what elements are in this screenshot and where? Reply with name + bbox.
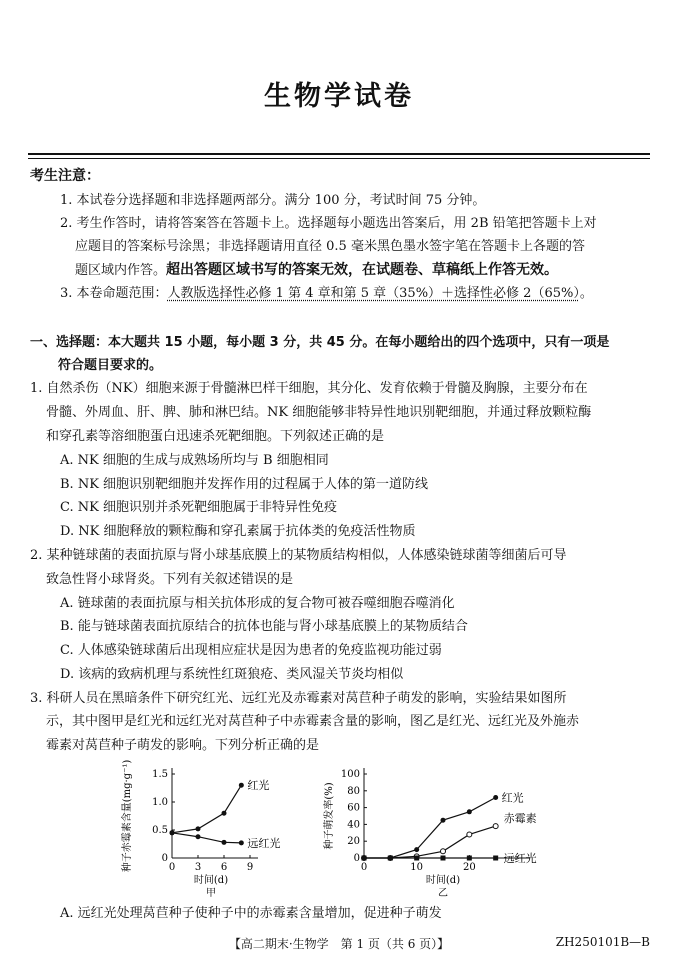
x-tick-label: 6 (220, 862, 228, 873)
x-tick-label: 0 (168, 862, 176, 873)
series-line (364, 826, 496, 858)
x-tick-label: 3 (194, 862, 202, 873)
series-label: 赤霉素 (503, 812, 537, 826)
notice-line-1: 1. 本试卷分选择题和非选择题两部分。满分 100 分，考试时间 75 分钟。 (60, 193, 486, 208)
data-point (467, 809, 472, 814)
chart-caption: 甲 (206, 888, 216, 899)
divider-thin (28, 158, 650, 159)
data-point (222, 811, 227, 816)
q1-stem-1: 1. 自然杀伤（NK）细胞来源于骨髓淋巴样干细胞，其分化、发育依赖于骨髓及胸腺，主要分布在 (30, 381, 588, 396)
y-tick-label: 0 (353, 853, 360, 864)
data-point (414, 856, 419, 861)
q1-stem-3: 和穿孔素等溶细胞蛋白迅速杀死靶细胞。下列叙述正确的是 (46, 429, 385, 444)
notice-warning: 超出答题区域书写的答案无效，在试题卷、草稿纸上作答无效。 (166, 262, 559, 278)
data-point (467, 832, 472, 837)
x-tick-label: 9 (246, 862, 254, 873)
page-title: 生物学试卷 (264, 81, 414, 112)
q3-option-a: A. 远红光处理莴苣种子使种子中的赤霉素含量增加，促进种子萌发 (60, 906, 442, 921)
data-point (239, 783, 244, 788)
y-axis-label: 种子萌发率(%) (324, 782, 335, 850)
series-label: 红光 (247, 779, 270, 793)
q3-stem-3: 霉素对莴苣种子萌发的影响。下列分析正确的是 (46, 738, 320, 753)
q1-option-b: B. NK 细胞识别靶细胞并发挥作用的过程属于人体的第一道防线 (60, 477, 429, 492)
notice-heading: 考生注意： (30, 168, 100, 184)
notice-line-2b: 应题目的答案标号涂黑；非选择题请用直径 0.5 毫米黑色墨水签字笔在答题卡上各题的答 (75, 239, 585, 254)
series-label: 远红光 (503, 852, 537, 865)
q1-stem-2: 骨髓、外周血、肝、脾、肺和淋巴结。NK 细胞能够非特异性地识别靶细胞，并通过释放颗粒酶 (46, 405, 592, 420)
q2-option-b: B. 能与链球菌表面抗原结合的抗体也能与肾小球基底膜上的某物质结合 (60, 619, 468, 634)
data-point (493, 795, 498, 800)
q2-stem-2: 致急性肾小球肾炎。下列有关叙述错误的是 (46, 572, 294, 587)
y-tick-label: 40 (347, 819, 360, 831)
q1-option-c: C. NK 细胞识别并杀死靶细胞属于非特异性免疫 (60, 500, 337, 515)
notice-line-2c-pre: 题区域内作答。 (75, 263, 167, 278)
data-point (441, 818, 446, 823)
y-axis-label: 种子赤霉素含量(mg·g⁻¹) (122, 760, 133, 873)
footer-page-info: 【高二期末·生物学 第 1 页（共 6 页）】 (228, 937, 450, 951)
data-point (441, 849, 446, 854)
y-tick-label: 100 (340, 769, 360, 780)
notice-line-2a: 2. 考生作答时，请将答案答在答题卡上。选择题每小题选出答案后，用 2B 铅笔把答题卡上对 (60, 216, 597, 231)
data-point (196, 834, 201, 839)
x-axis-label: 时间(d) (193, 875, 229, 886)
notice-line-2c (75, 262, 558, 279)
x-tick-label: 10 (410, 862, 424, 873)
data-point (196, 826, 201, 831)
y-tick-label: 1.5 (152, 769, 168, 780)
q3-stem-1: 3. 科研人员在黑暗条件下研究红光、远红光及赤霉素对莴苣种子萌发的影响，实验结果如图所 (30, 691, 567, 706)
x-tick-label: 0 (360, 862, 368, 873)
section-heading-b: 符合题目要求的。 (58, 358, 163, 373)
data-point (388, 856, 393, 861)
data-point (493, 856, 498, 861)
data-point (222, 840, 227, 845)
notice-scope: 人教版选择性必修 1 第 4 章和第 5 章（35%）＋选择性必修 2（65%） (167, 286, 580, 301)
data-point (441, 856, 446, 861)
q2-stem-1: 2. 某种链球菌的表面抗原与肾小球基底膜上的某物质结构相似，人体感染链球菌等细菌后可导 (30, 548, 567, 563)
series-label: 远红光 (247, 836, 281, 850)
x-axis-label: 时间(d) (425, 875, 461, 886)
y-tick-label: 1.0 (152, 797, 168, 808)
q2-option-c: C. 人体感染链球菌后出现相应症状是因为患者的免疫监视功能过弱 (60, 643, 442, 658)
data-point (239, 840, 244, 845)
notice-line-3-post: 。 (579, 286, 593, 301)
divider-thick (28, 153, 650, 155)
series-label: 红光 (501, 791, 524, 805)
y-tick-label: 0.5 (152, 825, 168, 836)
data-point (414, 847, 419, 852)
chart-caption: 乙 (438, 888, 448, 899)
notice-line-3 (60, 286, 593, 302)
chart-gibberellin-content (120, 760, 320, 900)
y-tick-label: 20 (347, 836, 360, 848)
y-tick-label: 0 (161, 853, 168, 864)
notice-line-3-pre: 3. 本卷命题范围： (60, 286, 168, 301)
footer-code: ZH250101B—B (555, 935, 650, 949)
y-tick-label: 80 (347, 785, 360, 797)
q3-stem-2: 示，其中图甲是红光和远红光对莴苣种子中赤霉素含量的影响，图乙是红光、远红光及外施赤 (46, 714, 580, 729)
section-heading-a: 一、选择题：本大题共 15 小题，每小题 3 分，共 45 分。在每小题给出的四个选项中，只有一项是 (30, 335, 610, 350)
data-point (362, 856, 367, 861)
q1-option-a: A. NK 细胞的生成与成熟场所均与 B 细胞相同 (60, 453, 329, 468)
q2-option-d: D. 该病的致病机理与系统性红斑狼疮、类风湿关节炎均相似 (60, 667, 404, 682)
data-point (493, 824, 498, 829)
series-line (172, 833, 241, 843)
data-point (170, 830, 175, 835)
q1-option-d: D. NK 细胞释放的颗粒酶和穿孔素属于抗体类的免疫活性物质 (60, 524, 416, 539)
x-tick-label: 20 (462, 862, 476, 873)
chart-germination-rate (322, 760, 562, 900)
q2-option-a: A. 链球菌的表面抗原与相关抗体形成的复合物可被吞噬细胞吞噬消化 (60, 596, 455, 611)
data-point (467, 856, 472, 861)
series-line (172, 785, 241, 833)
y-tick-label: 60 (347, 802, 360, 814)
series-line (364, 798, 496, 858)
